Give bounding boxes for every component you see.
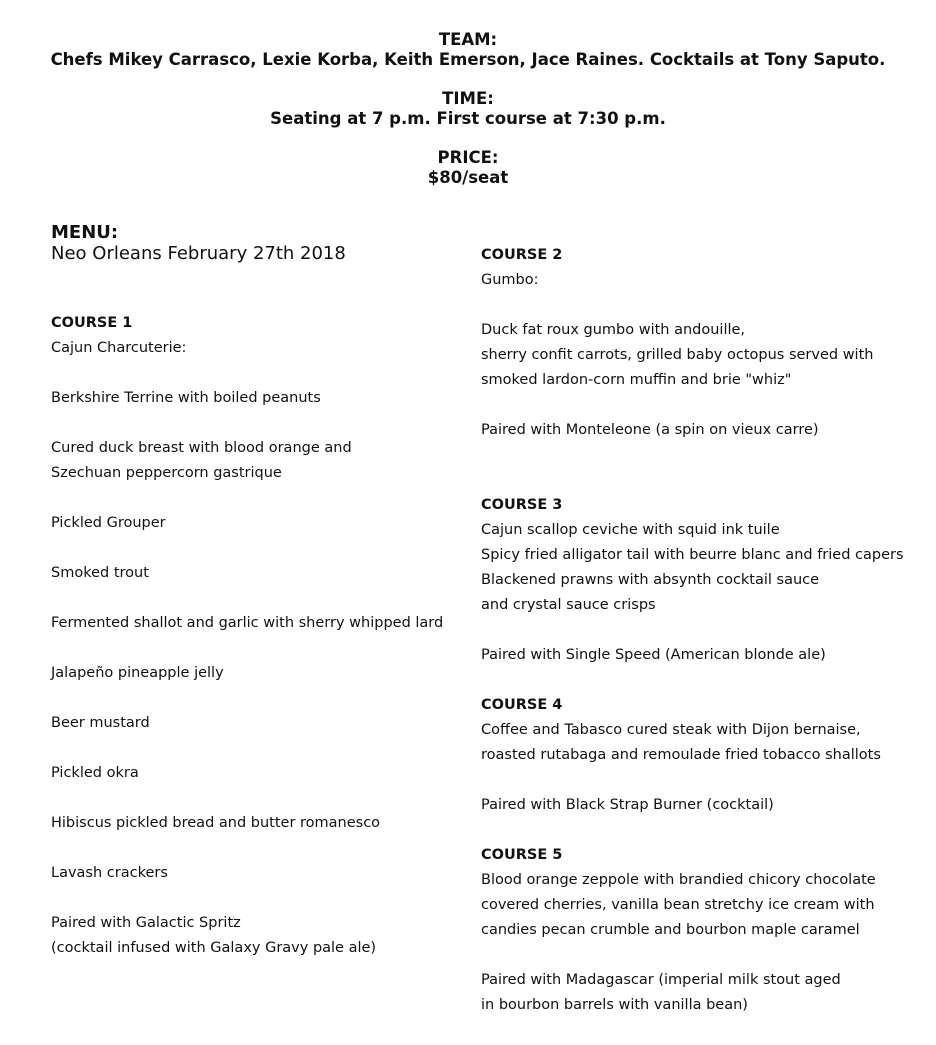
course-1-title: COURSE 1 <box>51 315 133 331</box>
course-5-item: Blood orange zeppole with brandied chicory chocolate <box>481 872 876 888</box>
course-1-item: Pickled okra <box>51 765 139 781</box>
course-1-item: Pickled Grouper <box>51 515 166 531</box>
course-4-item: Coffee and Tabasco cured steak with Dijon bernaise, <box>481 722 861 738</box>
menu-label: MENU: <box>51 222 119 243</box>
course-1-subtitle: Cajun Charcuterie: <box>51 340 187 356</box>
event-header <box>0 30 936 207</box>
course-3-title: COURSE 3 <box>481 497 563 513</box>
course-4-pairing: Paired with Black Strap Burner (cocktail) <box>481 797 774 813</box>
course-3-item: Blackened prawns with absynth cocktail sauce <box>481 572 820 588</box>
time-value: Seating at 7 p.m. First course at 7:30 p.m. <box>270 109 666 128</box>
course-1-pairing: Paired with Galactic Spritz <box>51 915 241 931</box>
course-1-item: Lavash crackers <box>51 865 168 881</box>
course-3-item: and crystal sauce crisps <box>481 597 656 613</box>
course-3-item: Cajun scallop ceviche with squid ink tuile <box>481 522 780 538</box>
price-value: $80/seat <box>427 168 509 187</box>
course-4-item: roasted rutabaga and remoulade fried tobacco shallots <box>481 747 881 763</box>
course-1-item: Beer mustard <box>51 715 150 731</box>
course-2-pairing: Paired with Monteleone (a spin on vieux carre) <box>481 422 819 438</box>
course-1-pairing: (cocktail infused with Galaxy Gravy pale ale) <box>51 940 377 956</box>
course-2-item: Duck fat roux gumbo with andouille, <box>481 322 746 338</box>
menu-left-column <box>51 222 471 961</box>
course-5-title: COURSE 5 <box>481 847 563 863</box>
course-5-pairing: in bourbon barrels with vanilla bean) <box>481 997 748 1013</box>
course-2-item: smoked lardon-corn muffin and brie "whiz" <box>481 372 792 388</box>
course-1-item: Szechuan peppercorn gastrique <box>51 465 282 481</box>
course-1-item: Hibiscus pickled bread and butter romanesco <box>51 815 381 831</box>
course-5-pairing: Paired with Madagascar (imperial milk stout aged <box>481 972 841 988</box>
course-2-subtitle: Gumbo: <box>481 272 539 288</box>
menu-right-column <box>481 222 921 1018</box>
course-1-item: Berkshire Terrine with boiled peanuts <box>51 390 321 406</box>
time-section <box>0 89 936 129</box>
course-3 <box>481 493 921 668</box>
menu-subtitle: Neo Orleans February 27th 2018 <box>51 243 346 264</box>
team-value: Chefs Mikey Carrasco, Lexie Korba, Keith Emerson, Jace Raines. Cocktails at Tony Saputo. <box>50 50 886 69</box>
course-5-item: covered cherries, vanilla bean stretchy ice cream with <box>481 897 875 913</box>
team-section <box>0 30 936 70</box>
time-label: TIME: <box>442 89 494 108</box>
course-4 <box>481 693 921 818</box>
team-label: TEAM: <box>438 30 498 49</box>
course-1-item: Cured duck breast with blood orange and <box>51 440 352 456</box>
course-2-title: COURSE 2 <box>481 247 563 263</box>
course-1 <box>51 311 471 961</box>
course-2-item: sherry confit carrots, grilled baby octopus served with <box>481 347 874 363</box>
course-5 <box>481 843 921 1018</box>
course-3-pairing: Paired with Single Speed (American blonde ale) <box>481 647 826 663</box>
price-label: PRICE: <box>437 148 499 167</box>
course-3-item: Spicy fried alligator tail with beurre blanc and fried capers <box>481 547 904 563</box>
course-5-item: candies pecan crumble and bourbon maple caramel <box>481 922 860 938</box>
course-1-item: Smoked trout <box>51 565 149 581</box>
course-1-item: Jalapeño pineapple jelly <box>51 665 224 681</box>
price-section <box>0 148 936 188</box>
course-1-item: Fermented shallot and garlic with sherry whipped lard <box>51 615 444 631</box>
course-2 <box>481 243 921 443</box>
course-4-title: COURSE 4 <box>481 697 563 713</box>
